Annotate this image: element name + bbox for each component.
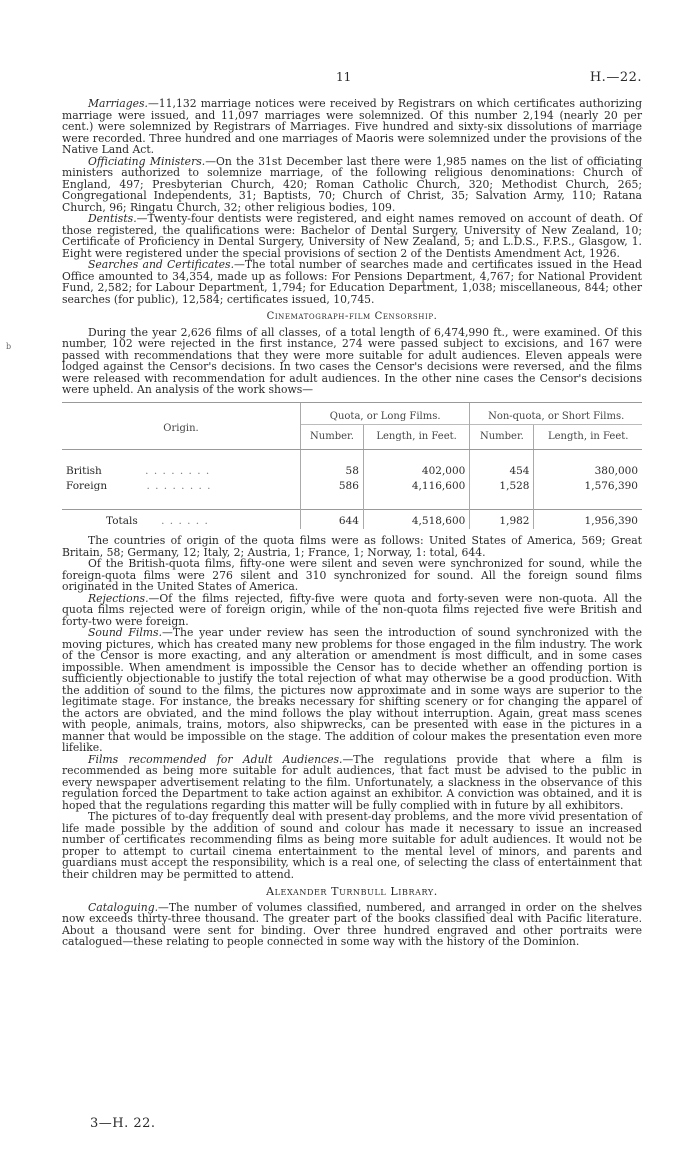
section-heading-library: Alexander Turnbull Library.: [266, 885, 438, 898]
table-row: [62, 464, 642, 480]
paragraph-cataloguing: [62, 902, 642, 948]
table-header-number: Number.: [470, 425, 534, 450]
paragraph-marriages: [62, 98, 642, 156]
total-label: Totals . . . . . .: [62, 509, 301, 529]
cell-nonquota-length: 380,000: [534, 464, 642, 480]
page-number: 11: [336, 70, 352, 84]
paragraph-text: —The year under review has seen the introduction of sound synchronized with the moving pictures, which has created many new problems for those engaged in the film industry. The work of the Censor is more exacting, and any alteration or amendment is most difficult, and in some cases impossible. When amendment is impossible the Censor has to decide whether an offending portion is sufficiently objectionable to justify the total rejection of what may otherwise be a good production. With the addition of sound to the films, the pictures now approximate and in some ways are superior to the legitimate stage. For instance, the breaks necessary for shifting scenery or for changing the apparel of the actors are obviated, and the mind follows the play without interruption. Again, great mass scenes with people, animals, trains, motors, also shipwrecks, can be presented with ease in the pictures in a manner that would be impossible on the stage. The addition of colour makes the presentation even more lifelike.: [62, 626, 642, 754]
paragraph-searches: [62, 259, 642, 305]
paragraph-british-quota: Of the British-quota films, fifty-one were silent and seven were synchronized for sound, while the foreign-quota films were 276 silent and 310 synchronized for sound. All the foreign sound films originated in the United States of America.: [62, 557, 642, 593]
film-analysis-table: [62, 402, 642, 530]
total-quota-number: 644: [301, 509, 364, 529]
paragraph-label: Rejections.: [88, 591, 149, 605]
table-header-length: Length, in Feet.: [534, 425, 642, 450]
row-origin: Foreign . . . . . . . .: [66, 480, 212, 492]
table-header-quota: Quota, or Long Films.: [301, 402, 470, 425]
paragraph-pictures: The pictures of to-day frequently deal with present-day problems, and the more vivid presentation of life made possible by the addition of sound and colour has made it necessary to issue an increased number of certificates recommending films as being more suitable for adult audiences. It would not be proper to attempt to curtail cinema entertainment to the mental level of minors, and parents and guardians must accept the responsibility, which is a real one, of selecting the class of entertainment that their children may be permitted to attend.: [62, 810, 642, 881]
paragraph-text: —Of the films rejected, fifty-five were quota and forty-seven were non-quota. All the quota films rejected were of foreign origin, while of the non-quota films rejected five were British and forty-two were foreign.: [62, 591, 642, 628]
paragraph-sound-films: [62, 627, 642, 754]
paragraph-label: Searches and Certificates.: [88, 258, 235, 271]
cell-nonquota-number: 1,528: [470, 479, 534, 495]
footer-signature: 3—H. 22.: [90, 1116, 156, 1131]
paragraph-rejections: [62, 593, 642, 628]
cell-quota-length: 402,000: [363, 464, 469, 480]
paragraph-label: Cataloguing.: [88, 900, 159, 914]
total-quota-length: 4,518,600: [363, 509, 469, 529]
paragraph-text: —Twenty-four dentists were registered, and eight names removed on account of death. Of those registered, the qualifications were: Bachelor of Dental Surgery, University of New Zealand, 10; Certificate of Proficiency in Dental Surgery, University of New Zealand, 5; and L.D.S., F.P.S., Glasgow, 1. Eight were registered under the special provisions of section 2 of the Dentists Amendment Act, 1926.: [62, 212, 642, 260]
table-row: [62, 479, 642, 495]
paragraph-text: —11,132 marriage notices were received by Registrars on which certificates authorizing marriage were issued, and 11,097 marriages were solemnized. Of this number 2,194 (nearly 20 per cent.) were solemnized by Registrars of Marriages. Five hundred and sixty-six dissolutions of marriage were recorded. Three hundred and one marriages of Maoris were solemnized under the provisions of the Native Land Act.: [62, 97, 642, 156]
table-header-origin: Origin.: [62, 402, 301, 449]
paragraph-label: Marriages.: [88, 97, 148, 110]
table-header-length: Length, in Feet.: [363, 425, 469, 450]
document-reference: H.—22.: [589, 70, 642, 85]
cell-quota-number: 586: [301, 479, 364, 495]
row-origin: British . . . . . . . .: [66, 464, 211, 477]
paragraph-label: Films recommended for Adult Audiences.: [88, 752, 343, 766]
table-total-row: [62, 509, 642, 529]
paragraph-label: Sound Films.: [88, 626, 163, 639]
paragraph-text: —The number of volumes classified, numbered, and arranged in order on the shelves now exceeds thirty-three thousand. The greater part of the books classified deal with Pacific literature. About a thousand were sent for binding. Over three hundred engraved and other portraits were catalogued—these relating to people connected in some way with the history of the Dominion.: [62, 900, 642, 948]
paragraph-officiating-ministers: [62, 156, 642, 214]
table-header-number: Number.: [301, 425, 364, 450]
paragraph-label: Dentists.: [88, 212, 137, 225]
paragraph-adult-audiences: [62, 754, 642, 812]
document-body: [62, 98, 642, 948]
cell-quota-number: 58: [301, 464, 364, 480]
paragraph-text: —The total number of searches made and certificates issued in the Head Office amounted to 34,354, made up as follows: For Pensions Department, 4,767; for National Provident Fund, 2,582; for Labour Department, 1,794; for Education Department, 1,038; miscellaneous, 844; other searches (for public), 12,584; certificates issued, 10,745.: [62, 258, 642, 306]
paragraph-text: —The regulations provide that where a film is recommended as being more suitable for adult audiences, that fact must be advised to the public in every newspaper advertisement relating to the film. Unfortunately, a slackness in the observance of this regulation forced the Department to take action against an exhibitor. A conviction was obtained, and it is hoped that the regulations regarding this matter will be fully complied with in future by all exhibitors.: [62, 752, 642, 812]
paragraph-label: Officiating Ministers.: [88, 154, 206, 168]
total-nonquota-length: 1,956,390: [534, 509, 642, 529]
table-header-nonquota: Non-quota, or Short Films.: [470, 402, 642, 425]
paragraph-cinema-intro: During the year 2,626 films of all classes, of a total length of 6,474,990 ft., were examined. Of this number, 102 were rejected in the first instance, 274 were passed subject to excisions, and 167 were passed with recommendations that they were more suitable for adult audiences. Eleven appeals were lodged against the Censor's decisions. In two cases the Censor's decisions were reversed, and the films were released with recommendation for adult audiences. In the other nine cases the Censor's decisions were upheld. An analysis of the work shows—: [62, 325, 642, 396]
margin-mark: b: [6, 342, 12, 351]
cell-quota-length: 4,116,600: [363, 479, 469, 495]
paragraph-countries: The countries of origin of the quota films were as follows: United States of America, 569; Great Britain, 58; Germany, 12; Italy, 2; Austria, 1; France, 1; Norway, 1: total, 644.: [62, 534, 642, 559]
section-heading-cinematograph: Cinematograph-film Censorship.: [266, 311, 438, 322]
cell-nonquota-number: 454: [470, 464, 534, 480]
total-nonquota-number: 1,982: [470, 509, 534, 529]
paragraph-text: —On the 31st December last there were 1,985 names on the list of officiating ministers authorized to solemnize marriage, of the following religious denominations: Church of England, 497; Presbyterian Church, 420; Roman Catholic Church, 320; Methodist Church, 265; Congregational Independents, 31; Baptists, 70; Church of Christ, 35; Salvation Army, 110; Ratana Church, 96; Ringatu Church, 32; other religious bodies, 109.: [62, 154, 642, 214]
cell-nonquota-length: 1,576,390: [534, 479, 642, 495]
paragraph-dentists: [62, 213, 642, 259]
